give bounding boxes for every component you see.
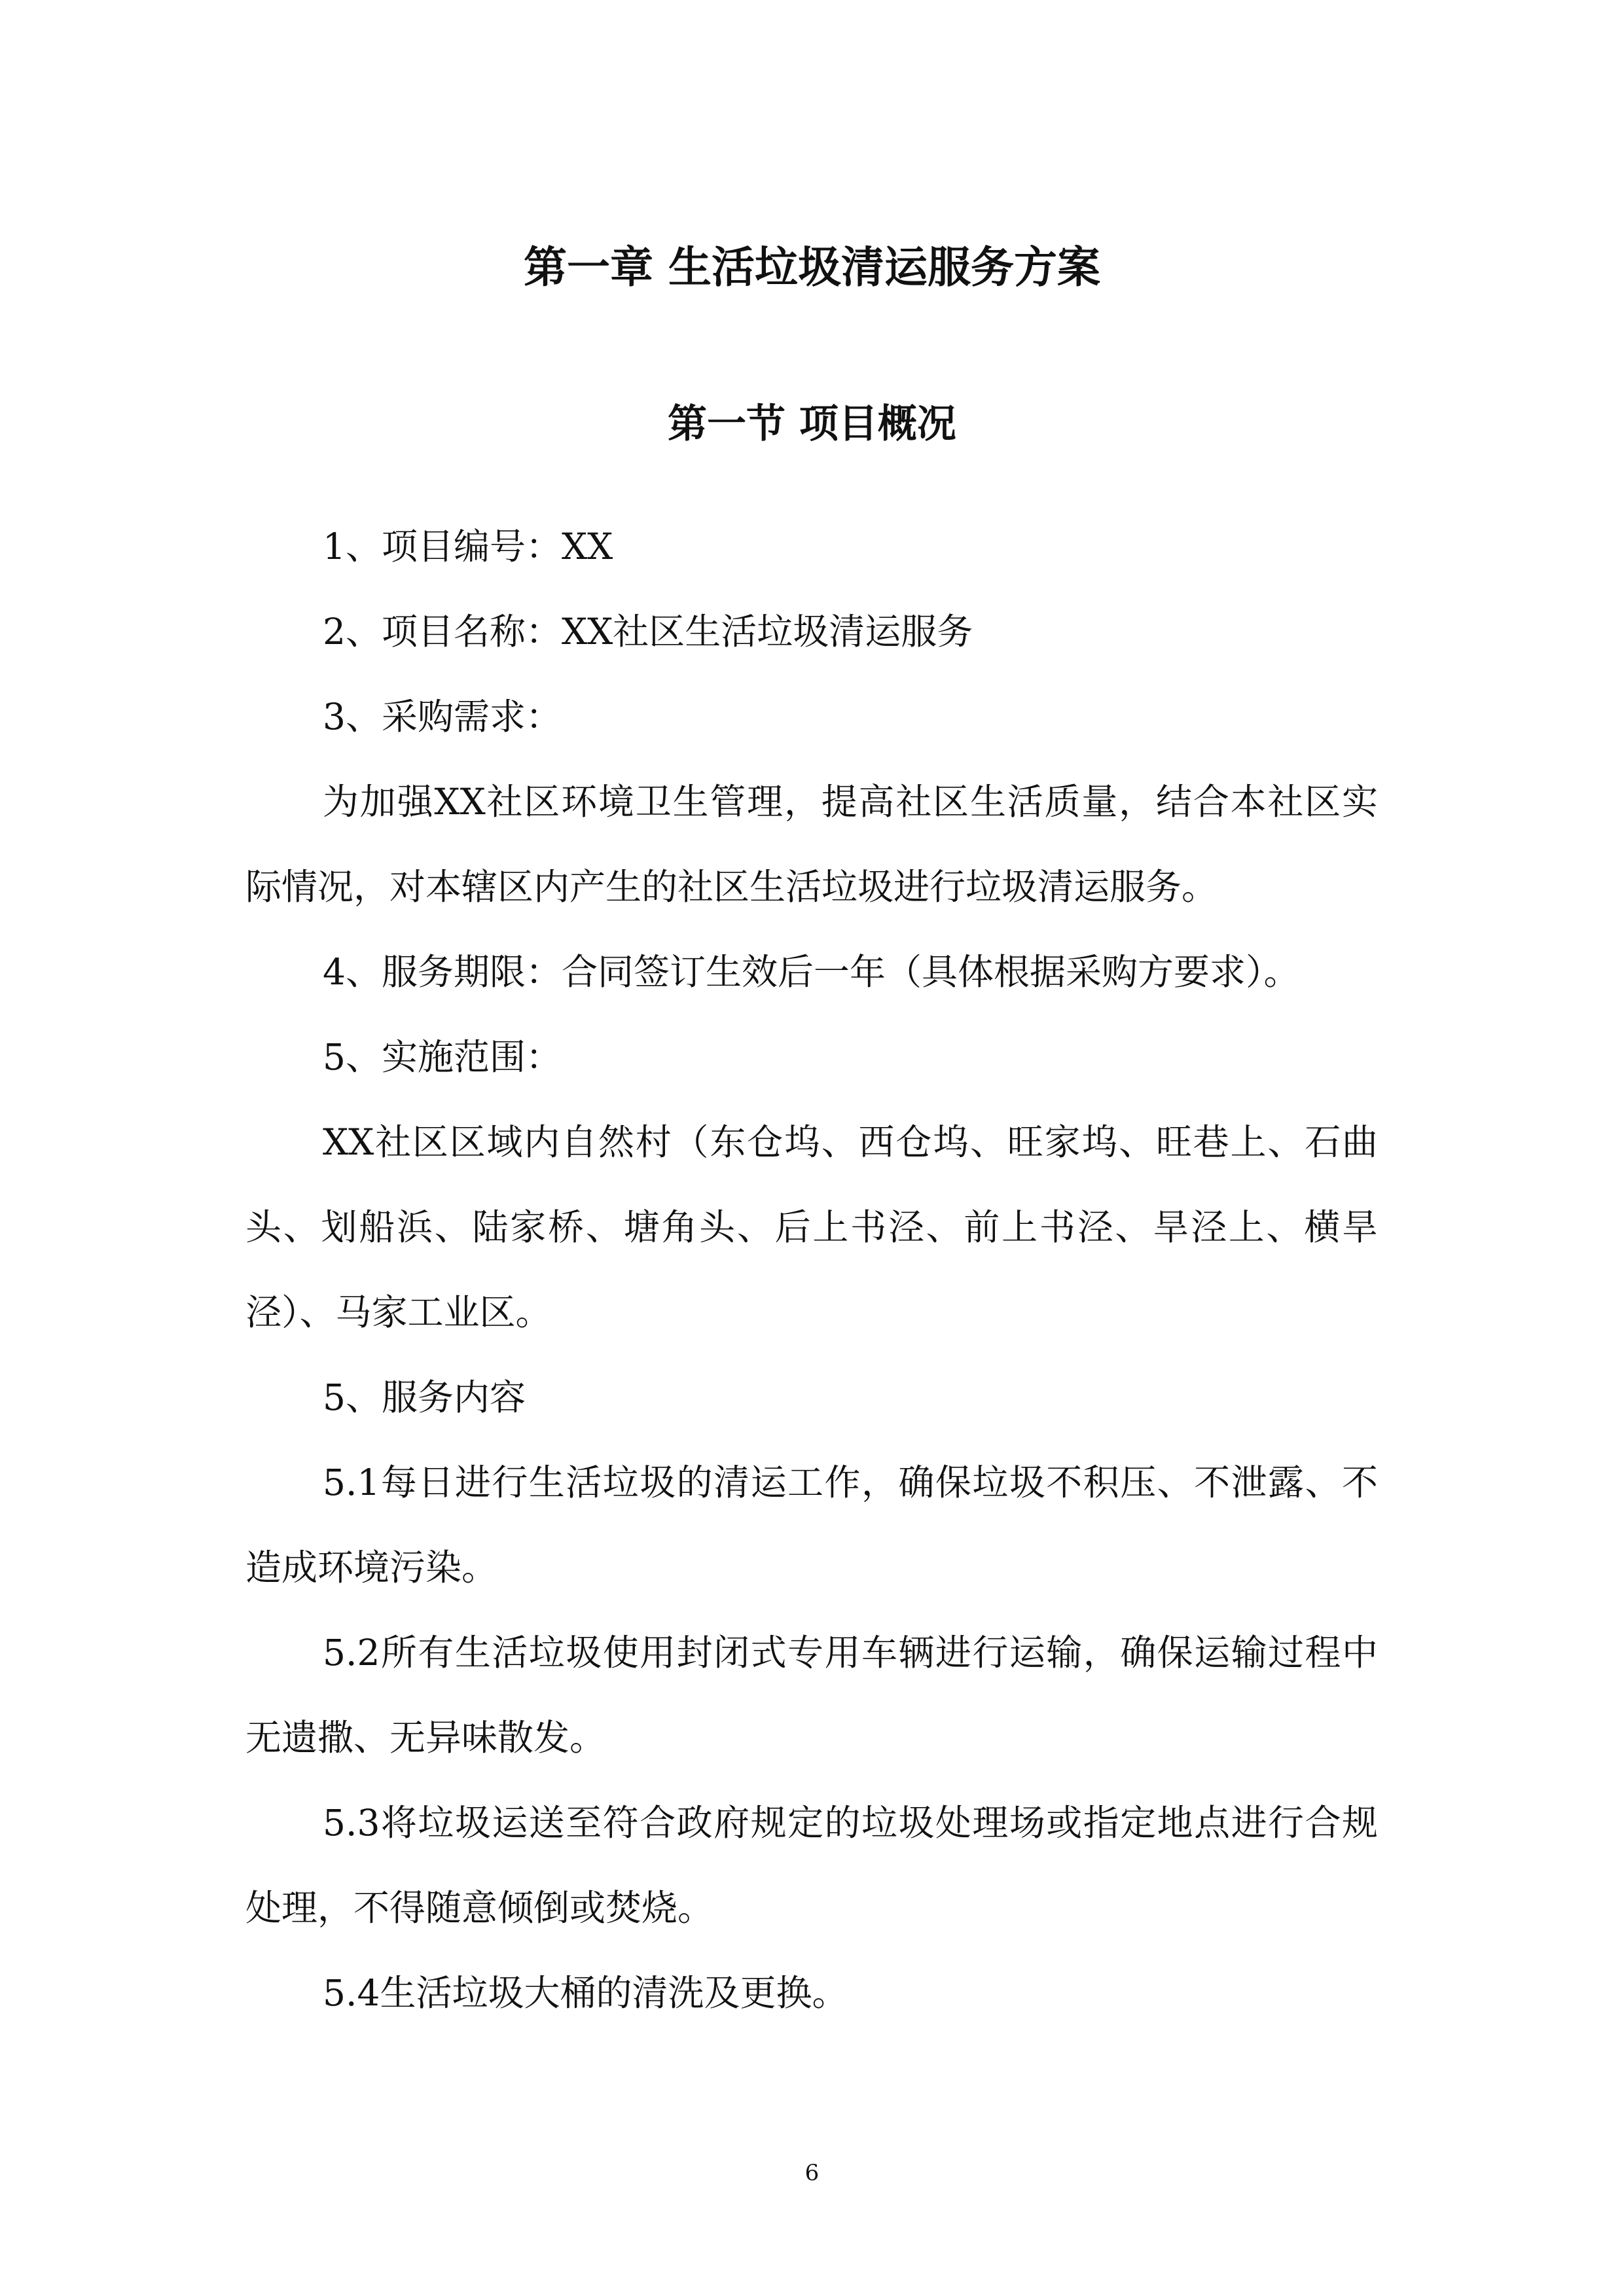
item-implementation-scope: 5、实施范围： (323, 1036, 562, 1078)
service-item-5-4: 5.4生活垃圾大桶的清洗及更换。 (323, 1972, 848, 2014)
item-service-content: 5、服务内容 (323, 1376, 526, 1418)
chapter-title: 第一章 生活垃圾清运服务方案 (524, 242, 1100, 293)
service-item-5-3: 5.3将垃圾运送至符合政府规定的垃圾处理场或指定地点进行合规处理，不得随意倾倒或焚烧。 (245, 1802, 1378, 1929)
section-title: 第一节 项目概况 (668, 401, 956, 447)
service-item-5-1: 5.1每日进行生活垃圾的清运工作，确保垃圾不积压、不泄露、不造成环境污染。 (245, 1462, 1378, 1588)
page-number: 6 (804, 2160, 820, 2186)
item-procurement-requirements: 3、采购需求： (323, 696, 562, 738)
item-project-name: 2、项目名称：XX社区生活垃圾清运服务 (323, 611, 973, 653)
document-body (245, 504, 1378, 2036)
item-project-number: 1、项目编号：XX (323, 526, 613, 567)
scope-paragraph: XX社区区域内自然村（东仓坞、西仓坞、旺家坞、旺巷上、石曲头、划船浜、陆家桥、塘角头、后上书泾、前上书泾、旱泾上、横旱泾）、马家工业区。 (245, 1121, 1378, 1333)
item-service-period: 4、服务期限：合同签订生效后一年（具体根据采购方要求）。 (323, 951, 1300, 993)
service-item-5-2: 5.2所有生活垃圾使用封闭式专用车辆进行运输，确保运输过程中无遗撒、无异味散发。 (245, 1632, 1378, 1759)
requirements-paragraph: 为加强XX社区环境卫生管理，提高社区生活质量，结合本社区实际情况，对本辖区内产生的社区生活垃圾进行垃圾清运服务。 (245, 781, 1378, 908)
